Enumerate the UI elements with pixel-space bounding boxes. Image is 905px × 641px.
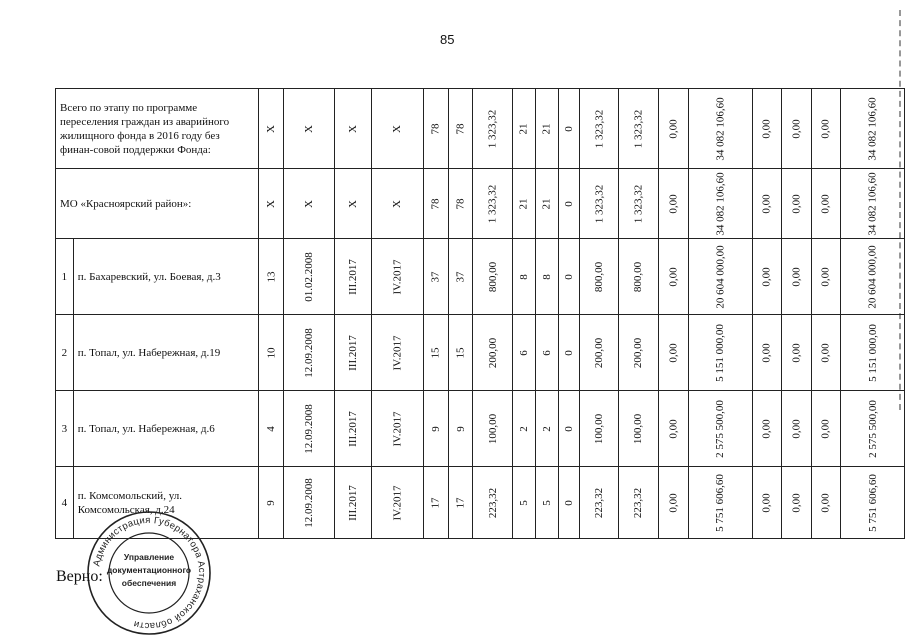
data-cell: [473, 391, 513, 467]
data-cell: [334, 239, 371, 315]
summary-cell: [579, 89, 619, 169]
data-cell: [258, 239, 284, 315]
summary-cell: [334, 169, 371, 239]
summary-cell-text: 0,00: [761, 193, 774, 214]
summary-cell: [423, 169, 448, 239]
data-cell: [448, 391, 473, 467]
data-cell-text: 2 575 500,00: [714, 399, 727, 458]
data-cell: [558, 315, 579, 391]
summary-cell-text: Х: [303, 124, 316, 133]
data-cell-text: 37: [429, 271, 442, 282]
data-cell: [423, 467, 448, 539]
summary-cell-text: Х: [346, 124, 359, 133]
data-cell-text: 0,00: [819, 492, 832, 513]
data-cell: [284, 239, 335, 315]
data-cell: [840, 315, 904, 391]
data-cell-text: 200,00: [486, 337, 499, 368]
data-cell: [558, 391, 579, 467]
summary-cell: [688, 169, 752, 239]
summary-cell-text: 21: [540, 198, 553, 209]
summary-cell: [782, 169, 811, 239]
summary-cell: [840, 169, 904, 239]
data-cell-text: 2: [517, 425, 530, 432]
data-cell-text: 5 151 000,00: [866, 323, 879, 382]
summary-cell: [448, 169, 473, 239]
data-cell: [579, 239, 619, 315]
data-cell-text: 37: [454, 271, 467, 282]
data-cell: [752, 239, 782, 315]
data-cell: [782, 239, 811, 315]
data-cell-text: IV.2017: [391, 259, 404, 294]
data-cell: [535, 391, 558, 467]
data-cell: [782, 467, 811, 539]
data-cell: [688, 315, 752, 391]
summary-cell-text: Х: [346, 199, 359, 208]
data-cell: [688, 391, 752, 467]
summary-cell: [658, 89, 688, 169]
summary-cell-text: 78: [429, 123, 442, 134]
stamp-line-2: документационного: [106, 565, 192, 575]
summary-label: Всего по этапу по программе переселения граждан из аварийного жилищного фонда в 2016 году без финан-совой поддержки Фонда:: [56, 89, 259, 169]
table-row: [56, 239, 905, 315]
summary-cell-text: 78: [429, 198, 442, 209]
data-cell: [619, 239, 659, 315]
data-cell-text: 0,00: [790, 418, 803, 439]
data-cell: [579, 391, 619, 467]
data-cell: [619, 391, 659, 467]
data-cell-text: 5: [540, 499, 553, 506]
table-row: [56, 315, 905, 391]
data-cell-text: 9: [454, 425, 467, 432]
data-cell-text: 5 751 606,60: [866, 473, 879, 532]
data-cell: [535, 315, 558, 391]
summary-cell: [535, 89, 558, 169]
data-cell-text: 12.09.2008: [303, 327, 316, 378]
data-cell-text: 0,00: [667, 492, 680, 513]
summary-cell: [840, 89, 904, 169]
municipality-row: [56, 169, 905, 239]
summary-cell-text: Х: [391, 124, 404, 133]
summary-cell: [473, 169, 513, 239]
data-cell-text: 100,00: [486, 413, 499, 444]
data-cell-text: 5: [517, 499, 530, 506]
summary-cell: [448, 89, 473, 169]
summary-cell-text: 0,00: [667, 193, 680, 214]
data-cell-text: 13: [265, 271, 278, 282]
data-cell-text: 8: [540, 273, 553, 280]
summary-cell: [334, 89, 371, 169]
data-cell-text: 0,00: [790, 342, 803, 363]
data-cell-text: 0,00: [819, 418, 832, 439]
data-cell: [688, 467, 752, 539]
summary-cell-text: 34 082 106,60: [714, 171, 727, 236]
data-cell: [448, 315, 473, 391]
summary-cell-text: Х: [303, 199, 316, 208]
summary-cell: [535, 169, 558, 239]
data-cell: [423, 239, 448, 315]
data-cell-text: 223,32: [593, 487, 606, 518]
data-cell: [658, 239, 688, 315]
data-cell: [473, 239, 513, 315]
data-cell: [811, 239, 840, 315]
summary-cell-text: 0: [562, 125, 575, 132]
data-cell: [334, 391, 371, 467]
row-address: п. Топал, ул. Набережная, д.6: [73, 391, 258, 467]
data-cell-text: 200,00: [593, 337, 606, 368]
row-address: п. Топал, ул. Набережная, д.19: [73, 315, 258, 391]
row-number: 1: [56, 239, 74, 315]
data-cell-text: 2: [540, 425, 553, 432]
data-cell: [284, 315, 335, 391]
data-cell-text: 0,00: [667, 342, 680, 363]
data-cell: [371, 239, 423, 315]
summary-cell: [658, 169, 688, 239]
data-cell-text: 0,00: [667, 266, 680, 287]
stamp-line-1: Управление: [123, 552, 175, 562]
data-cell-text: 0,00: [790, 266, 803, 287]
data-cell: [811, 391, 840, 467]
data-cell-text: III.2017: [346, 334, 359, 371]
table-row: [56, 391, 905, 467]
summary-cell: [579, 169, 619, 239]
data-cell: [512, 391, 535, 467]
data-cell: [284, 467, 335, 539]
summary-cell-text: Х: [265, 199, 278, 208]
data-cell-text: 0,00: [761, 418, 774, 439]
summary-cell-text: 1 323,32: [632, 184, 645, 223]
summary-cell: [619, 89, 659, 169]
data-cell-text: 4: [265, 425, 278, 432]
page-number: 85: [440, 32, 455, 47]
summary-cell: [473, 89, 513, 169]
summary-cell-text: 21: [540, 123, 553, 134]
data-cell-text: 0: [562, 425, 575, 432]
data-cell-text: IV.2017: [391, 335, 404, 370]
data-cell: [512, 239, 535, 315]
data-cell: [782, 391, 811, 467]
data-cell: [473, 315, 513, 391]
summary-cell-text: 34 082 106,60: [714, 96, 727, 161]
data-cell: [512, 315, 535, 391]
official-stamp: [86, 510, 212, 636]
data-cell-text: 2 575 500,00: [866, 399, 879, 458]
data-cell: [448, 467, 473, 539]
stamp-line-3: обеспечения: [121, 578, 177, 588]
summary-cell: [284, 89, 335, 169]
summary-cell-text: 78: [454, 198, 467, 209]
summary-cell: [512, 169, 535, 239]
data-cell-text: IV.2017: [391, 485, 404, 520]
summary-cell-text: Х: [391, 199, 404, 208]
total-row: [56, 89, 905, 169]
data-cell-text: 17: [429, 497, 442, 508]
data-cell: [558, 239, 579, 315]
data-cell: [535, 239, 558, 315]
data-cell-text: 800,00: [593, 261, 606, 292]
row-address: п. Комсомольский, ул. Комсомольская, д.24: [73, 467, 258, 539]
data-cell-text: 10: [265, 347, 278, 358]
data-cell-text: III.2017: [346, 484, 359, 521]
data-cell: [558, 467, 579, 539]
data-cell: [423, 315, 448, 391]
data-cell: [688, 239, 752, 315]
data-cell: [752, 467, 782, 539]
data-cell: [284, 391, 335, 467]
summary-cell-text: 1 323,32: [632, 109, 645, 148]
data-cell-text: 0,00: [761, 492, 774, 513]
data-cell-text: 0,00: [819, 266, 832, 287]
data-cell-text: 223,32: [632, 487, 645, 518]
data-cell-text: 0,00: [761, 266, 774, 287]
row-number: 4: [56, 467, 74, 539]
row-number: 2: [56, 315, 74, 391]
summary-cell: [558, 169, 579, 239]
data-cell: [258, 467, 284, 539]
summary-cell-text: 21: [517, 123, 530, 134]
data-cell: [423, 391, 448, 467]
summary-cell: [284, 169, 335, 239]
stamp-ring-text: Администрация Губернатора Астраханской области: [91, 514, 208, 632]
data-cell: [334, 315, 371, 391]
data-cell-text: 8: [517, 273, 530, 280]
data-cell-text: 100,00: [632, 413, 645, 444]
data-cell-text: 20 604 000,00: [714, 244, 727, 309]
summary-cell-text: 1 323,32: [486, 109, 499, 148]
data-cell: [258, 315, 284, 391]
data-cell-text: 0,00: [761, 342, 774, 363]
data-cell: [371, 315, 423, 391]
data-cell-text: 9: [429, 425, 442, 432]
data-cell: [658, 315, 688, 391]
verno-label: Верно:: [56, 568, 103, 585]
data-cell: [473, 467, 513, 539]
summary-cell: [619, 169, 659, 239]
data-cell: [782, 315, 811, 391]
data-cell-text: III.2017: [346, 258, 359, 295]
resettlement-table: [55, 88, 905, 539]
data-cell: [619, 315, 659, 391]
data-cell-text: 0,00: [790, 492, 803, 513]
row-address: п. Бахаревский, ул. Боевая, д.3: [73, 239, 258, 315]
data-cell: [752, 391, 782, 467]
data-cell-text: 100,00: [593, 413, 606, 444]
data-cell-text: 5 151 000,00: [714, 323, 727, 382]
data-cell: [840, 467, 904, 539]
data-cell: [840, 239, 904, 315]
data-cell: [752, 315, 782, 391]
summary-cell-text: 1 323,32: [593, 184, 606, 223]
data-cell: [811, 467, 840, 539]
data-cell-text: 0,00: [819, 342, 832, 363]
data-cell-text: 200,00: [632, 337, 645, 368]
data-cell: [512, 467, 535, 539]
summary-cell: [688, 89, 752, 169]
data-cell-text: 15: [429, 347, 442, 358]
data-cell: [840, 391, 904, 467]
summary-cell-text: 34 082 106,60: [866, 96, 879, 161]
data-cell-text: 15: [454, 347, 467, 358]
data-cell: [448, 239, 473, 315]
data-cell: [619, 467, 659, 539]
data-cell-text: 6: [517, 349, 530, 356]
summary-cell-text: 0,00: [819, 118, 832, 139]
data-cell-text: 6: [540, 349, 553, 356]
data-cell-text: 12.09.2008: [303, 477, 316, 528]
summary-label: МО «Красноярский район»:: [56, 169, 259, 239]
summary-cell: [258, 169, 284, 239]
data-cell-text: 0: [562, 273, 575, 280]
data-cell-text: 20 604 000,00: [866, 244, 879, 309]
summary-cell-text: 21: [517, 198, 530, 209]
data-cell: [371, 467, 423, 539]
data-cell: [579, 467, 619, 539]
summary-cell-text: 0,00: [761, 118, 774, 139]
summary-cell: [811, 89, 840, 169]
data-cell: [371, 391, 423, 467]
data-cell: [579, 315, 619, 391]
data-cell-text: IV.2017: [391, 411, 404, 446]
data-cell: [535, 467, 558, 539]
summary-cell: [558, 89, 579, 169]
summary-cell-text: 1 323,32: [486, 184, 499, 223]
summary-cell-text: 78: [454, 123, 467, 134]
data-cell: [334, 467, 371, 539]
summary-cell-text: Х: [265, 124, 278, 133]
data-cell-text: 12.09.2008: [303, 403, 316, 454]
row-number: 3: [56, 391, 74, 467]
data-cell-text: 0,00: [667, 418, 680, 439]
data-cell-text: 223,32: [486, 487, 499, 518]
summary-cell-text: 0,00: [790, 193, 803, 214]
data-cell-text: 17: [454, 497, 467, 508]
summary-cell: [782, 89, 811, 169]
summary-cell: [752, 169, 782, 239]
data-cell-text: III.2017: [346, 410, 359, 447]
summary-cell-text: 0,00: [819, 193, 832, 214]
summary-cell-text: 34 082 106,60: [866, 171, 879, 236]
summary-cell-text: 0,00: [667, 118, 680, 139]
summary-cell-text: 0: [562, 200, 575, 207]
summary-cell: [258, 89, 284, 169]
data-cell-text: 0: [562, 349, 575, 356]
summary-cell-text: 0,00: [790, 118, 803, 139]
data-cell: [258, 391, 284, 467]
summary-cell: [752, 89, 782, 169]
summary-cell: [371, 169, 423, 239]
data-cell-text: 9: [265, 499, 278, 506]
data-cell-text: 5 751 606,60: [714, 473, 727, 532]
summary-cell: [423, 89, 448, 169]
summary-cell: [811, 169, 840, 239]
data-cell-text: 0: [562, 499, 575, 506]
data-cell-text: 01.02.2008: [303, 251, 316, 302]
summary-cell: [512, 89, 535, 169]
data-cell-text: 800,00: [632, 261, 645, 292]
data-cell: [811, 315, 840, 391]
data-cell-text: 800,00: [486, 261, 499, 292]
data-cell: [658, 391, 688, 467]
summary-cell: [371, 89, 423, 169]
data-cell: [658, 467, 688, 539]
summary-cell-text: 1 323,32: [593, 109, 606, 148]
